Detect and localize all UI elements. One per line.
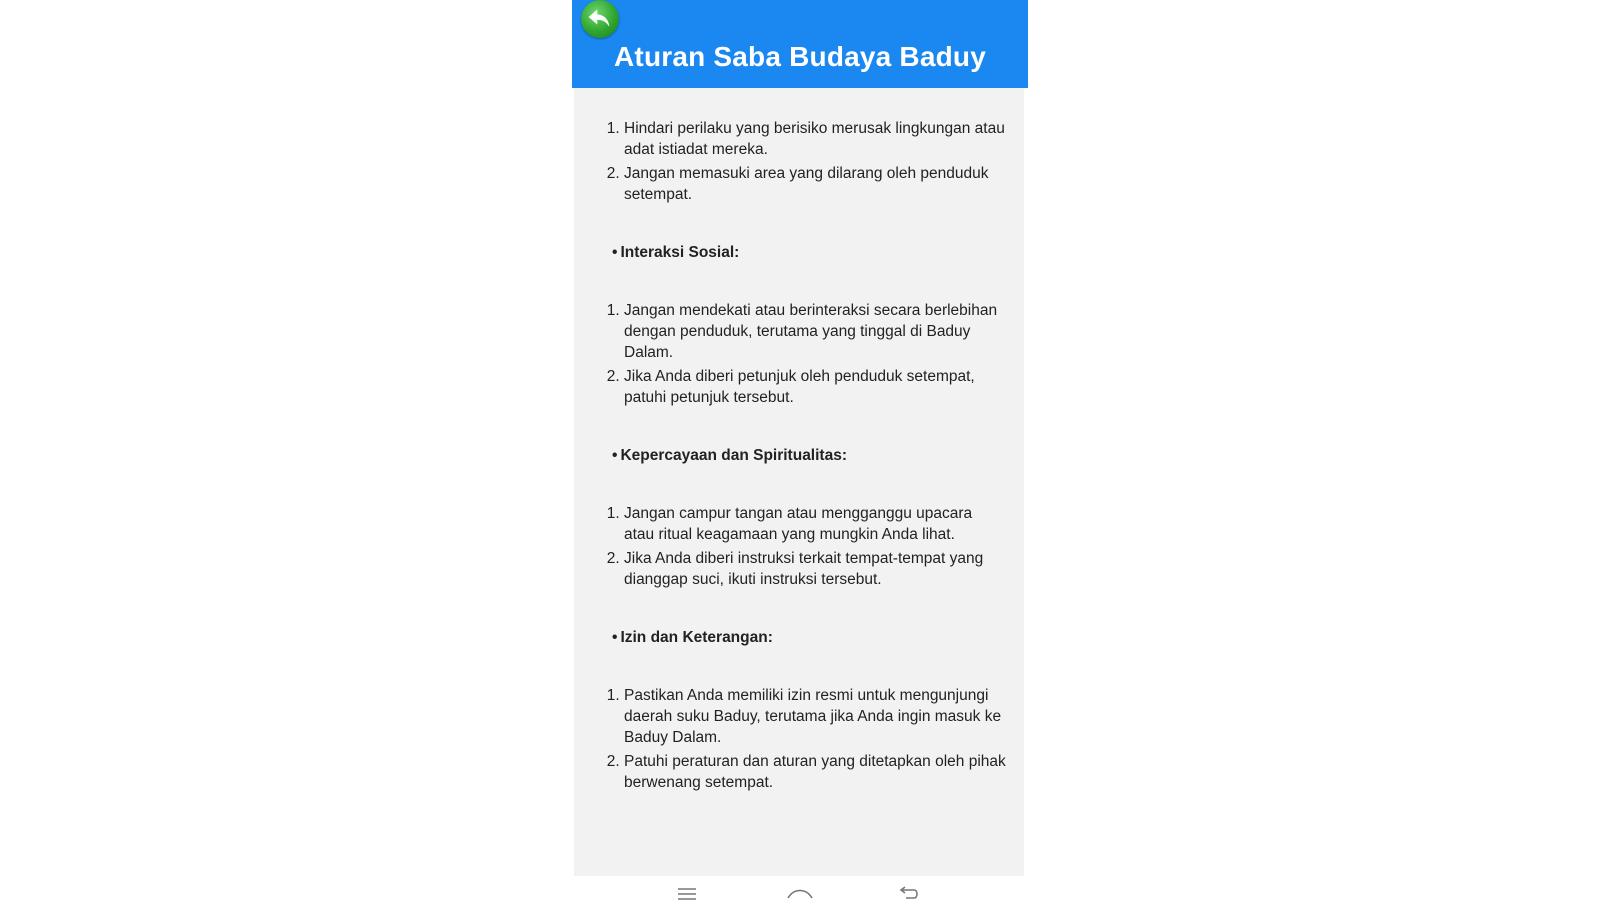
section-heading-interaksi-sosial [612, 242, 1006, 263]
section-list-interaksi-sosial [604, 300, 1006, 408]
system-nav-bar [572, 876, 1028, 900]
section-heading-text: Izin dan Keterangan: [620, 629, 773, 646]
bullet-icon: • [612, 244, 618, 261]
list-item: 1. Pastikan Anda memiliki izin resmi untuk mengunjungi daerah suku Baduy, terutama jika Anda ingin masuk ke Baduy Dalam. [624, 685, 1006, 748]
list-item: 2. Jika Anda diberi instruksi terkait tempat-tempat yang dianggap suci, ikuti instruksi tersebut. [624, 548, 1006, 590]
menu-icon [674, 886, 702, 900]
section-heading-text: Interaksi Sosial: [620, 244, 740, 261]
content-body [574, 88, 1024, 793]
back-nav-button[interactable] [896, 886, 924, 900]
content-scroll-area[interactable] [574, 88, 1024, 876]
bullet-icon: • [612, 629, 618, 646]
list-item: 1. Jangan campur tangan atau mengganggu upacara atau ritual keagamaan yang mungkin Anda lihat. [624, 503, 1006, 545]
list-item: 2. Patuhi peraturan dan aturan yang ditetapkan oleh pihak berwenang setempat. [624, 751, 1006, 793]
back-arrow-icon [587, 7, 613, 31]
back-button[interactable] [581, 0, 619, 38]
back-icon [896, 886, 924, 900]
list-item: 2. Jangan memasuki area yang dilarang oleh penduduk setempat. [624, 163, 1006, 205]
home-icon [786, 886, 814, 900]
intro-list [604, 118, 1006, 205]
page-title: Aturan Saba Budaya Baduy [614, 41, 986, 72]
home-button[interactable] [786, 886, 814, 900]
section-heading-izin [612, 627, 1006, 648]
phone-screen [572, 0, 1028, 900]
section-heading-text: Kepercayaan dan Spiritualitas: [620, 447, 847, 464]
bullet-icon: • [612, 447, 618, 464]
list-item: 1. Hindari perilaku yang berisiko merusak lingkungan atau adat istiadat mereka. [624, 118, 1006, 160]
list-item: 2. Jika Anda diberi petunjuk oleh penduduk setempat, patuhi petunjuk tersebut. [624, 366, 1006, 408]
section-heading-kepercayaan [612, 445, 1006, 466]
menu-button[interactable] [674, 886, 702, 900]
section-list-kepercayaan [604, 503, 1006, 590]
section-list-izin [604, 685, 1006, 793]
list-item: 1. Jangan mendekati atau berinteraksi secara berlebihan dengan penduduk, terutama yang tinggal di Baduy Dalam. [624, 300, 1006, 363]
app-bar [572, 0, 1028, 88]
